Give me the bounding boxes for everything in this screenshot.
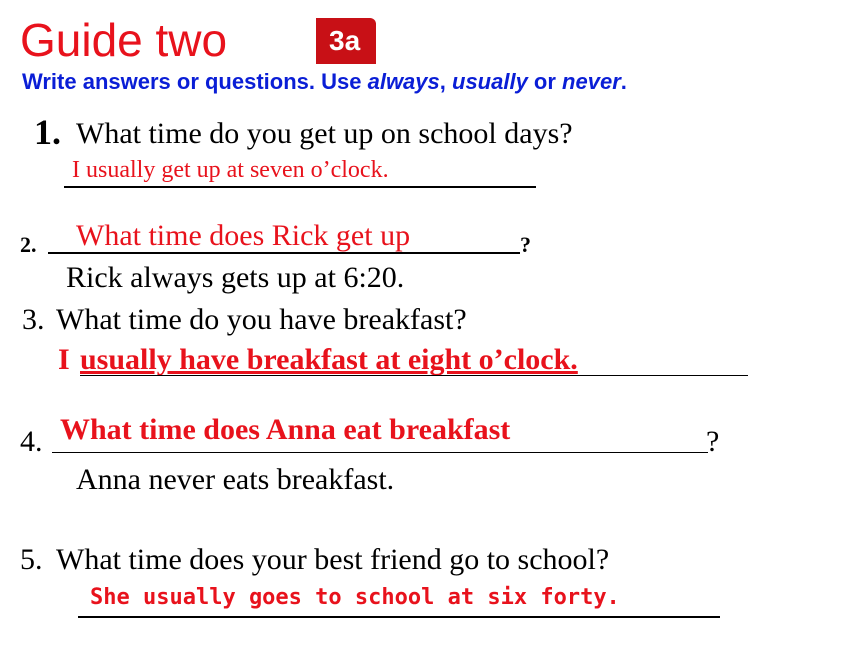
item-3-number: 3. (22, 303, 45, 336)
item-2-response: Rick always gets up at 6:20. (66, 261, 405, 294)
item-4-number: 4. (20, 425, 43, 458)
item-1-answer-line (64, 186, 536, 188)
exercise-badge (316, 18, 376, 64)
item-4-question-answer: What time does Anna eat breakfast (60, 413, 511, 446)
item-3-answer-prefix: I (58, 343, 70, 376)
item-2-question-mark: ? (520, 232, 531, 257)
badge-label: 3a (329, 25, 361, 56)
instruction-or: or (527, 69, 563, 94)
item-1-question: What time do you get up on school days? (76, 117, 573, 150)
word-always: always (367, 69, 440, 94)
item-5-question: What time does your best friend go to school? (56, 543, 610, 576)
instruction (22, 68, 627, 96)
item-1-answer: I usually get up at seven o’clock. (72, 157, 389, 183)
item-3-question: What time do you have breakfast? (56, 303, 467, 336)
item-5-answer-line (78, 616, 720, 618)
item-4-answer-line (52, 452, 708, 453)
item-4-response: Anna never eats breakfast. (76, 463, 395, 496)
item-1-number: 1. (34, 112, 61, 152)
item-3-answer: usually have breakfast at eight o’clock. (80, 343, 578, 376)
item-2-question-answer: What time does Rick get up (76, 219, 411, 252)
word-usually: usually (452, 69, 528, 94)
item-3-answer-line (80, 375, 748, 376)
item-2-answer-line (48, 252, 520, 254)
item-4-question-mark: ? (706, 425, 720, 458)
instruction-comma: , (439, 69, 452, 94)
item-2-number: 2. (20, 232, 37, 257)
page-title: Guide two (20, 14, 228, 66)
item-5-number: 5. (20, 543, 43, 576)
instruction-text: Write answers or questions. Use (22, 69, 368, 94)
item-5-answer: She usually goes to school at six forty. (90, 585, 620, 610)
instruction-period: . (620, 69, 627, 94)
word-never: never (562, 69, 621, 94)
